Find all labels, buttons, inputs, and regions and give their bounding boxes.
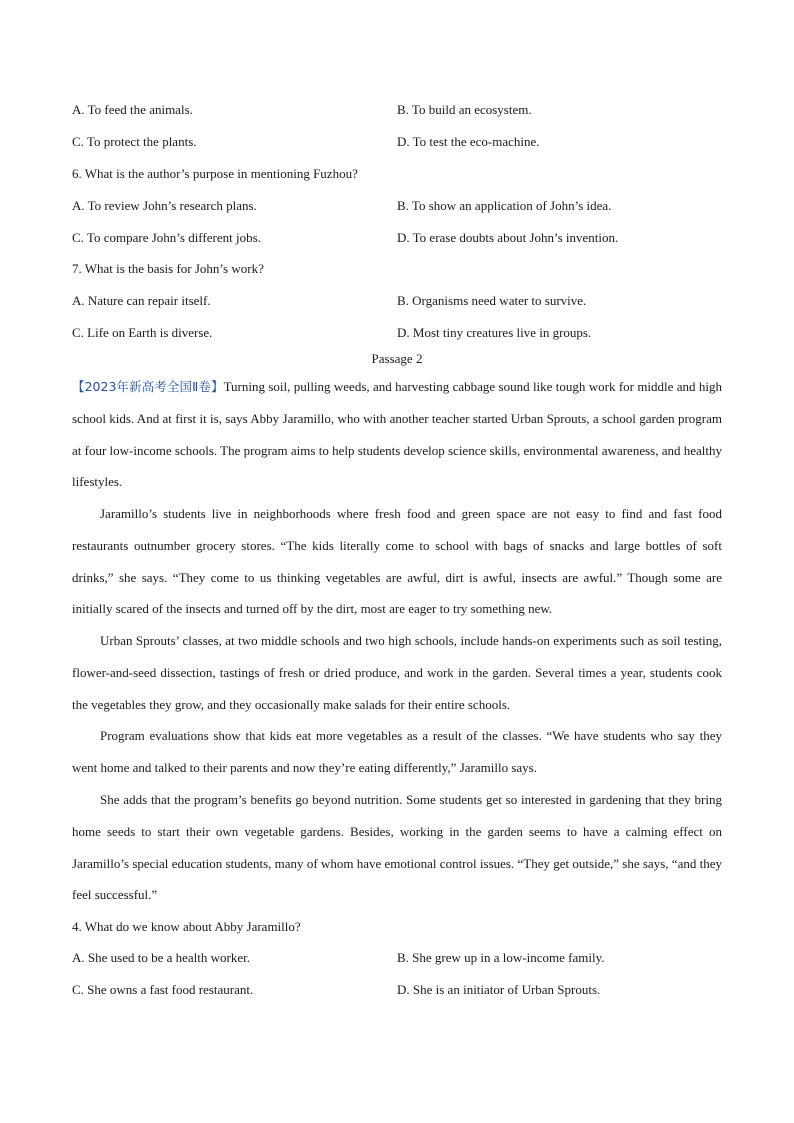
q4-option-d: D. She is an initiator of Urban Sprouts. <box>397 982 601 997</box>
passage-paragraph-1 <box>72 371 722 498</box>
q6-stem: 6. What is the author’s purpose in mentioning Fuzhou? <box>72 166 358 181</box>
exam-source-tag: 【2023年新高考全国Ⅱ卷】 <box>72 379 224 394</box>
q4-options-row-1 <box>72 950 732 970</box>
q5-option-c: C. To protect the plants. <box>72 134 197 149</box>
q7-stem: 7. What is the basis for John’s work? <box>72 261 264 276</box>
q4-option-c: C. She owns a fast food restaurant. <box>72 982 254 997</box>
q6-options-row-1 <box>72 198 732 218</box>
q4-options-row-2 <box>72 982 732 1002</box>
q4-option-b: B. She grew up in a low-income family. <box>397 950 605 965</box>
q7-option-d: D. Most tiny creatures live in groups. <box>397 325 592 340</box>
passage-paragraph-5: She adds that the program’s benefits go beyond nutrition. Some students get so interested in gardening that they bring home seeds to start their own vegetable gardens. Besides, working in the garden seems to have a calming effect on Jaramillo’s special education students, many of whom have emotional control issues. “They get outside,” she says, “and they feel successful.” <box>72 792 722 903</box>
q6-option-d: D. To erase doubts about John’s invention. <box>397 230 619 245</box>
q6-option-b: B. To show an application of John’s idea. <box>397 198 612 213</box>
q5-option-b: B. To build an ecosystem. <box>397 102 532 117</box>
passage-paragraph-3: Urban Sprouts’ classes, at two middle schools and two high schools, include hands-on experiments such as soil testing, flower-and-seed dissection, tastings of fresh or dried produce, and work in the garden. Several times a year, students cook the vegetables they grow, and they occasionally make salads for their entire schools. <box>72 633 722 712</box>
q4-stem: 4. What do we know about Abby Jaramillo? <box>72 919 301 934</box>
q7-options-row-2 <box>72 325 732 345</box>
passage-title: Passage 2 <box>371 351 423 366</box>
q5-option-d: D. To test the eco-machine. <box>397 134 540 149</box>
paragraph-1-text: Turning soil, pulling weeds, and harvesting cabbage sound like tough work for middle and high school kids. And at first it is, says Abby Jaramillo, who with another teacher started Urban Sprouts, a school garden program at four low-income schools. The program aims to help students develop science skills, environmental awareness, and healthy lifestyles. <box>72 379 723 490</box>
q6-option-a: A. To review John’s research plans. <box>72 198 257 213</box>
passage-paragraph-2: Jaramillo’s students live in neighborhoods where fresh food and green space are not easy to find and fast food restaurants outnumber grocery stores. “The kids literally come to school with bags of snacks and large bottles of soft drinks,” she says. “They come to us thinking vegetables are awful, dirt is awful, insects are awful.” Though some are initially scared of the insects and turned off by the dirt, most are eager to try something new. <box>72 506 722 617</box>
q7-option-a: A. Nature can repair itself. <box>72 293 211 308</box>
q6-options-row-2 <box>72 230 732 250</box>
q4-option-a: A. She used to be a health worker. <box>72 950 250 965</box>
q7-option-c: C. Life on Earth is diverse. <box>72 325 213 340</box>
q5-option-a: A. To feed the animals. <box>72 102 193 117</box>
q5-options-row-1 <box>72 102 732 122</box>
passage-paragraph-4: Program evaluations show that kids eat more vegetables as a result of the classes. “We have students who say they went home and talked to their parents and now they’re eating differently,” Jaramillo says. <box>72 728 722 775</box>
q5-options-row-2 <box>72 134 732 154</box>
q7-option-b: B. Organisms need water to survive. <box>397 293 587 308</box>
q6-option-c: C. To compare John’s different jobs. <box>72 230 261 245</box>
q7-options-row-1 <box>72 293 732 313</box>
